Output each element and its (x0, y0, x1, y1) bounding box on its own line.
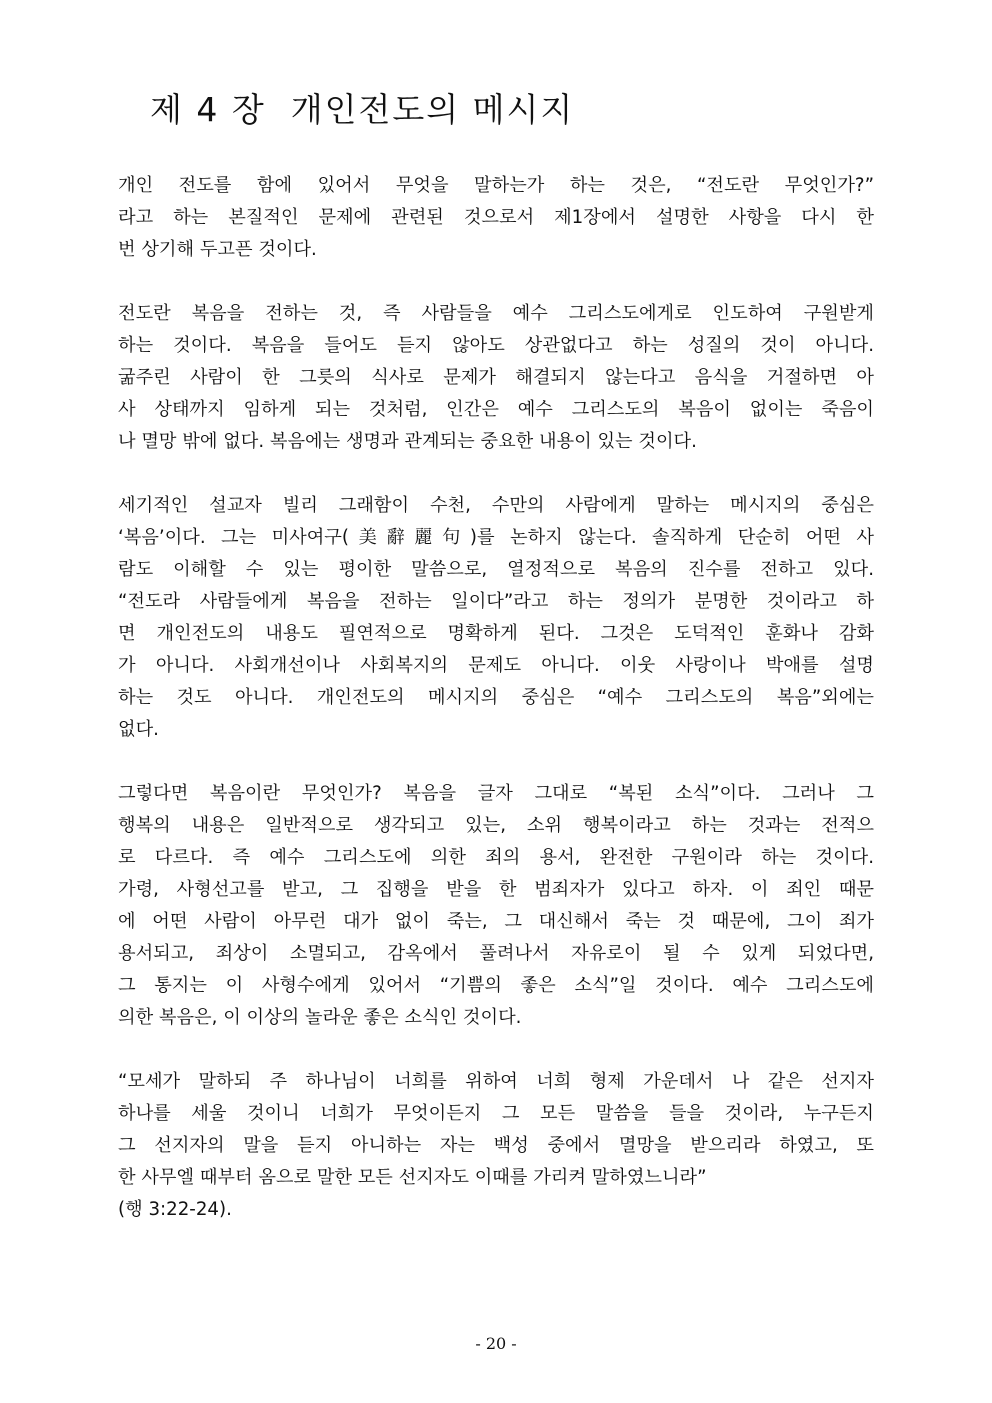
text-line: 용서되고, 죄상이 소멸되고, 감옥에서 풀려나서 자유로이 될 수 있게 되었다면, (118, 943, 874, 964)
text-line: 개인 전도를 함에 있어서 무엇을 말하는가 하는 것은, “전도란 무엇인가?” (118, 175, 874, 196)
text-line: 한 사무엘 때부터 옴으로 말한 모든 선지자도 이때를 가리켜 말하였느니라” (118, 1167, 707, 1188)
text-line: 그 통지는 이 사형수에게 있어서 “기쁨의 좋은 소식”일 것이다. 예수 그리스도에 (118, 975, 874, 996)
text-line: 로 다르다. 즉 예수 그리스도에 의한 죄의 용서, 완전한 구원이라 하는 것이다. (118, 847, 874, 868)
text-line: 세기적인 설교자 빌리 그래함이 수천, 수만의 사람에게 말하는 메시지의 중심은 (118, 495, 874, 516)
text-line: (행 3:22-24). (118, 1199, 232, 1220)
text-line: 하는 것이다. 복음을 들어도 듣지 않아도 상관없다고 하는 성질의 것이 아니다. (118, 335, 874, 356)
text-line: 면 개인전도의 내용도 필연적으로 명확하게 된다. 그것은 도덕적인 훈화나 감화 (118, 623, 874, 644)
text-line: “모세가 말하되 주 하나님이 너희를 위하여 너희 형제 가운데서 나 같은 선지자 (118, 1071, 874, 1092)
text-line: 의한 복음은, 이 이상의 놀라운 좋은 소식인 것이다. (118, 1007, 522, 1028)
paragraph (118, 490, 874, 746)
text-line: 에 어떤 사람이 아무런 대가 없이 죽는, 그 대신해서 죽는 것 때문에, 그이 죄가 (118, 911, 874, 932)
page-title: 제 4 장 개인전도의 메시지 (150, 90, 575, 129)
paragraph (118, 170, 874, 266)
paragraph (118, 778, 874, 1034)
text-line: 라고 하는 본질적인 문제에 관련된 것으로서 제1장에서 설명한 사항을 다시 한 (118, 207, 874, 228)
text-line: 람도 이해할 수 있는 평이한 말씀으로, 열정적으로 복음의 진수를 전하고 있다. (118, 559, 874, 580)
text-line: ‘복음’이다. 그는 미사여구(美辭麗句)를 논하지 않는다. 솔직하게 단순히 어떤 사 (118, 527, 874, 548)
text-line: “전도라 사람들에게 복음을 전하는 일이다”라고 하는 정의가 분명한 것이라고 하 (118, 591, 874, 612)
text-line: 행복의 내용은 일반적으로 생각되고 있는, 소위 행복이라고 하는 것과는 전적으 (118, 815, 874, 836)
page-number: - 20 - (475, 1334, 517, 1353)
text-line: 그 선지자의 말을 듣지 아니하는 자는 백성 중에서 멸망을 받으리라 하였고, 또 (118, 1135, 874, 1156)
text-line: 전도란 복음을 전하는 것, 즉 사람들을 예수 그리스도에게로 인도하여 구원받게 (118, 303, 874, 324)
text-line: 하나를 세울 것이니 너희가 무엇이든지 그 모든 말씀을 들을 것이라, 누구든지 (118, 1103, 874, 1124)
text-line: 없다. (118, 719, 159, 740)
text-line: 번 상기해 두고픈 것이다. (118, 239, 317, 260)
text-line: 하는 것도 아니다. 개인전도의 메시지의 중심은 “예수 그리스도의 복음”외에는 (118, 687, 874, 708)
body-text (118, 170, 874, 1258)
text-line: 나 멸망 밖에 없다. 복음에는 생명과 관계되는 중요한 내용이 있는 것이다. (118, 431, 697, 452)
text-line: 가령, 사형선고를 받고, 그 집행을 받을 한 범죄자가 있다고 하자. 이 죄인 때문 (118, 879, 874, 900)
text-line: 그렇다면 복음이란 무엇인가? 복음을 글자 그대로 “복된 소식”이다. 그러나 그 (118, 783, 874, 804)
paragraph (118, 1066, 874, 1226)
paragraph (118, 298, 874, 458)
text-line: 굶주린 사람이 한 그릇의 식사로 문제가 해결되지 않는다고 음식을 거절하면 아 (118, 367, 874, 388)
text-line: 사 상태까지 임하게 되는 것처럼, 인간은 예수 그리스도의 복음이 없이는 죽음이 (118, 399, 874, 420)
text-line: 가 아니다. 사회개선이나 사회복지의 문제도 아니다. 이웃 사랑이나 박애를 설명 (118, 655, 874, 676)
